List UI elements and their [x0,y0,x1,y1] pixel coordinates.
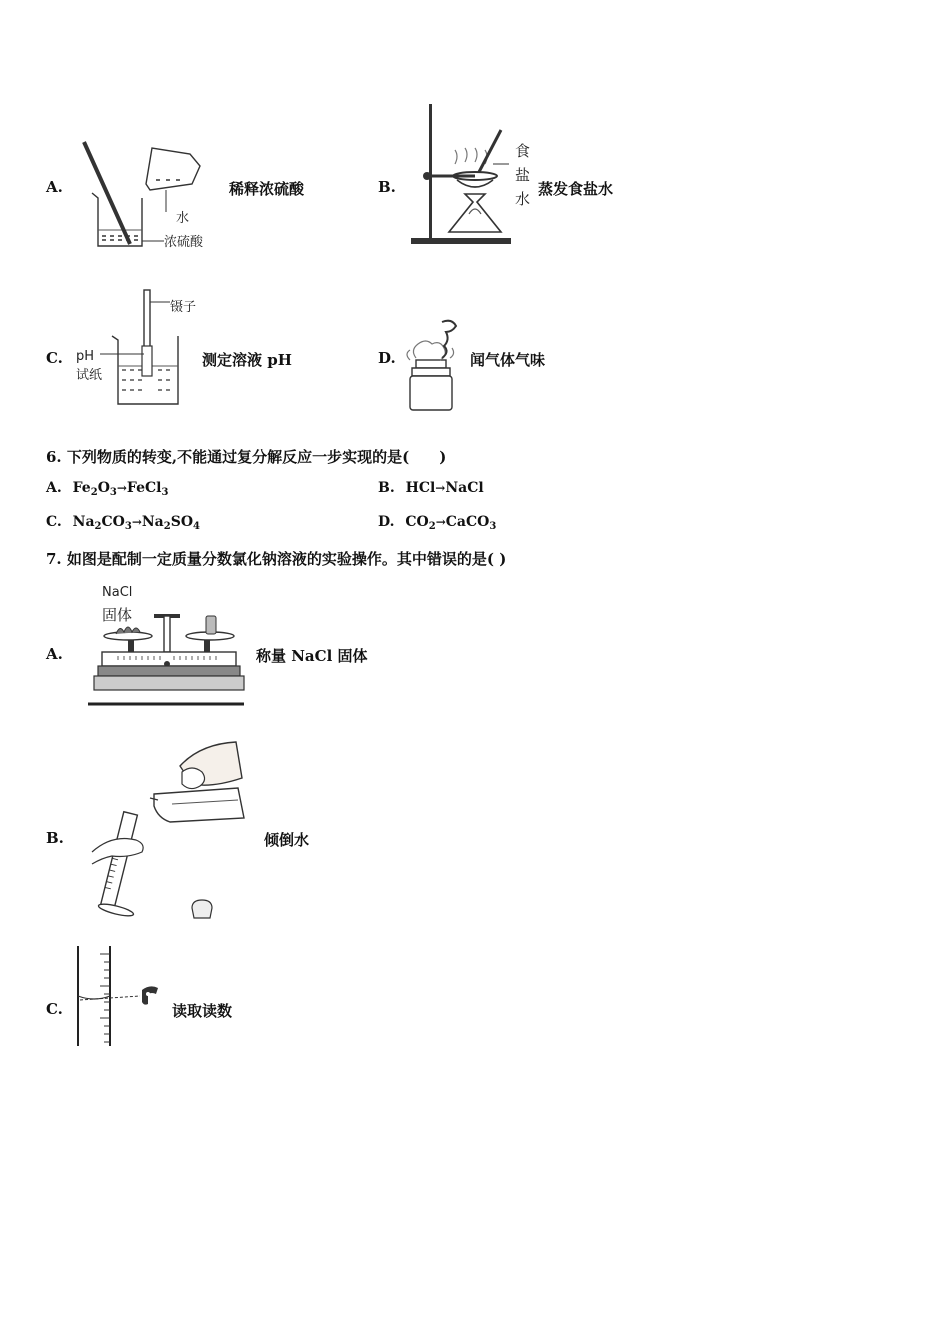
product: FeCl$_3$ [126,480,169,498]
dilute-acid-figure [80,138,230,253]
option-letter: B. [46,829,64,847]
nacl-label: NaCl [102,585,133,600]
option-caption: 倾倒水 [264,831,310,849]
evaporate-figure [405,104,535,249]
tweezers-label: 镊子 [170,300,197,315]
product: NaCl [445,480,484,496]
solid-label: 固体 [102,606,133,624]
reactant: $Na_2CO_3$ [72,514,132,532]
option-caption: 读取读数 [172,1002,233,1020]
option-letter: C. [46,349,63,367]
question-number: 7. [46,550,62,568]
q6-option-c[interactable]: C. $Na_2CO_3\to Na_2SO_4$ [46,514,200,532]
option-caption: 蒸发食盐水 [538,180,614,198]
question-text: 如图是配制一定质量分数氯化钠溶液的实验操作。其中错误的是( ) [66,550,507,568]
balance-figure [88,580,248,708]
arrow: → [116,481,127,495]
option-letter: C. [46,1000,63,1018]
q6-option-a[interactable]: A. $Fe_2O_3\to FeCl_3$ [46,480,169,498]
question-number: 6. [46,448,62,466]
question-stem [46,548,506,569]
pour-water-figure [88,742,248,922]
arrow: → [435,481,446,495]
salt-label-3: 水 [515,190,531,208]
product: CaCO$_3$ [445,514,497,532]
water-label: 水 [176,211,190,226]
acid-label: 浓硫酸 [164,235,204,250]
ph-test-figure [74,286,204,411]
option-letter: B. [378,178,396,196]
reactant: $CO_2$ [405,514,436,532]
arrow: → [435,515,446,529]
question-stem [46,446,446,467]
read-scale-figure [74,946,174,1048]
salt-label-1: 食 [515,142,531,160]
option-letter: A. [46,645,63,663]
option-caption: 稀释浓硫酸 [229,180,305,198]
reactant: $Fe_2O_3$ [72,480,117,498]
option-letter: A. [46,178,63,196]
ph-label: pH [76,349,95,364]
product: $Na_2SO_4$ [141,514,200,532]
option-letter: D. [378,349,396,367]
reactant: HCl [405,480,436,496]
salt-label-2: 盐 [515,166,531,184]
paper-label: 试纸 [76,368,103,383]
option-caption: 闻气体气味 [470,351,546,369]
arrow: → [131,515,142,529]
option-caption: 称量 NaCl 固体 [256,647,368,665]
q6-option-b[interactable]: B. HCl→NaCl [378,480,484,496]
question-text: 下列物质的转变,不能通过复分解反应一步实现的是( ) [66,448,447,466]
option-caption: 测定溶液 pH [202,351,292,369]
q6-option-d[interactable]: D. $CO_2\to CaCO_3$ [378,514,497,532]
smell-gas-figure [402,318,472,414]
